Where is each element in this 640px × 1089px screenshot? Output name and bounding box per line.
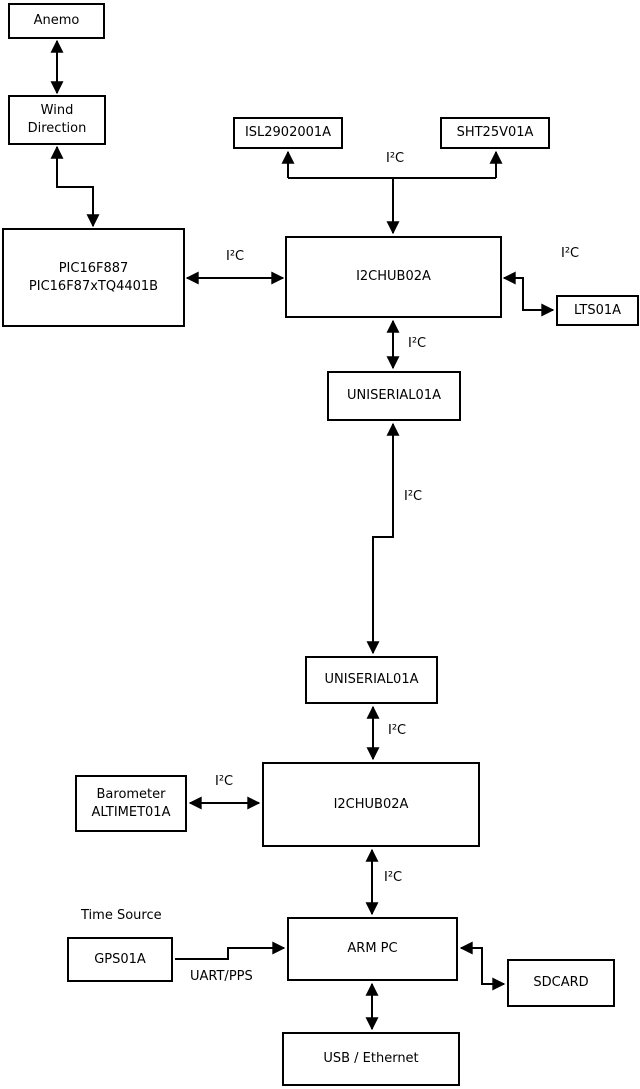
node-gps01a (67, 937, 173, 982)
node-i2chub02a-lower (262, 762, 480, 847)
node-sdcard (507, 959, 615, 1007)
node-arm-pc (287, 917, 458, 981)
node-uniserial01a-upper (327, 371, 461, 421)
node-i2chub02a-lower-label: I2CHUB02A (333, 796, 409, 812)
edge-label-i2c-hub1-lts: I²C (561, 246, 580, 261)
node-barometer-line1: Barometer (96, 786, 166, 802)
annotation-time-source: Time Source (81, 908, 162, 923)
node-i2chub02a-upper-label: I2CHUB02A (356, 269, 431, 285)
edge-label-i2c-barometer-hub2: I²C (215, 774, 234, 789)
edge-hub1-lts (504, 278, 553, 310)
node-wind-direction-line1: Wind (40, 103, 74, 119)
node-wind-direction (8, 95, 106, 145)
edge-label-i2c-hub2-armpc: I²C (384, 870, 403, 885)
edge-winddirection-pic (57, 147, 93, 226)
node-arm-pc-label: ARM PC (347, 941, 398, 957)
node-uniserial01a-lower-label: UNISERIAL01A (324, 672, 419, 688)
node-pic (2, 228, 185, 327)
edge-label-uart-pps: UART/PPS (190, 969, 253, 984)
node-lts01a (556, 295, 639, 326)
node-usb-ethernet (282, 1032, 460, 1086)
node-gps01a-label: GPS01A (94, 951, 146, 967)
node-barometer-line2: ALTIMET01A (91, 804, 171, 820)
edge-label-i2c-uniserial-link: I²C (404, 489, 423, 504)
node-pic-line2: PIC16F87xTQ4401B (28, 278, 159, 294)
node-lts01a-label: LTS01A (573, 302, 622, 318)
edge-armpc-sdcard (461, 948, 504, 984)
node-isl2902001a (233, 117, 343, 149)
node-anemo-label: Anemo (33, 13, 80, 29)
edge-gps-armpc (175, 948, 284, 959)
node-anemo (8, 3, 105, 39)
edge-label-i2c-uniserial2-hub2: I²C (388, 723, 407, 738)
node-uniserial01a-upper-label: UNISERIAL01A (347, 388, 441, 404)
edge-label-i2c-sensor-bus: I²C (386, 151, 405, 166)
node-barometer-altimet01a (75, 775, 187, 832)
node-i2chub02a-upper (285, 236, 502, 318)
node-usb-ethernet-label: USB / Ethernet (323, 1051, 419, 1067)
edge-label-i2c-hub1-uniserial1: I²C (408, 336, 427, 351)
node-uniserial01a-lower (305, 656, 438, 704)
node-sdcard-label: SDCARD (533, 975, 589, 991)
edge-label-i2c-pic-hub1: I²C (226, 249, 245, 264)
node-sht25v01a (440, 117, 550, 149)
node-pic-line1: PIC16F887 (58, 260, 129, 276)
node-sht25v01a-label: SHT25V01A (456, 125, 534, 141)
node-isl2902001a-label: ISL2902001A (244, 125, 332, 141)
node-wind-direction-line2: Direction (27, 121, 87, 136)
edge-uniserial1-uniserial2 (373, 424, 393, 653)
